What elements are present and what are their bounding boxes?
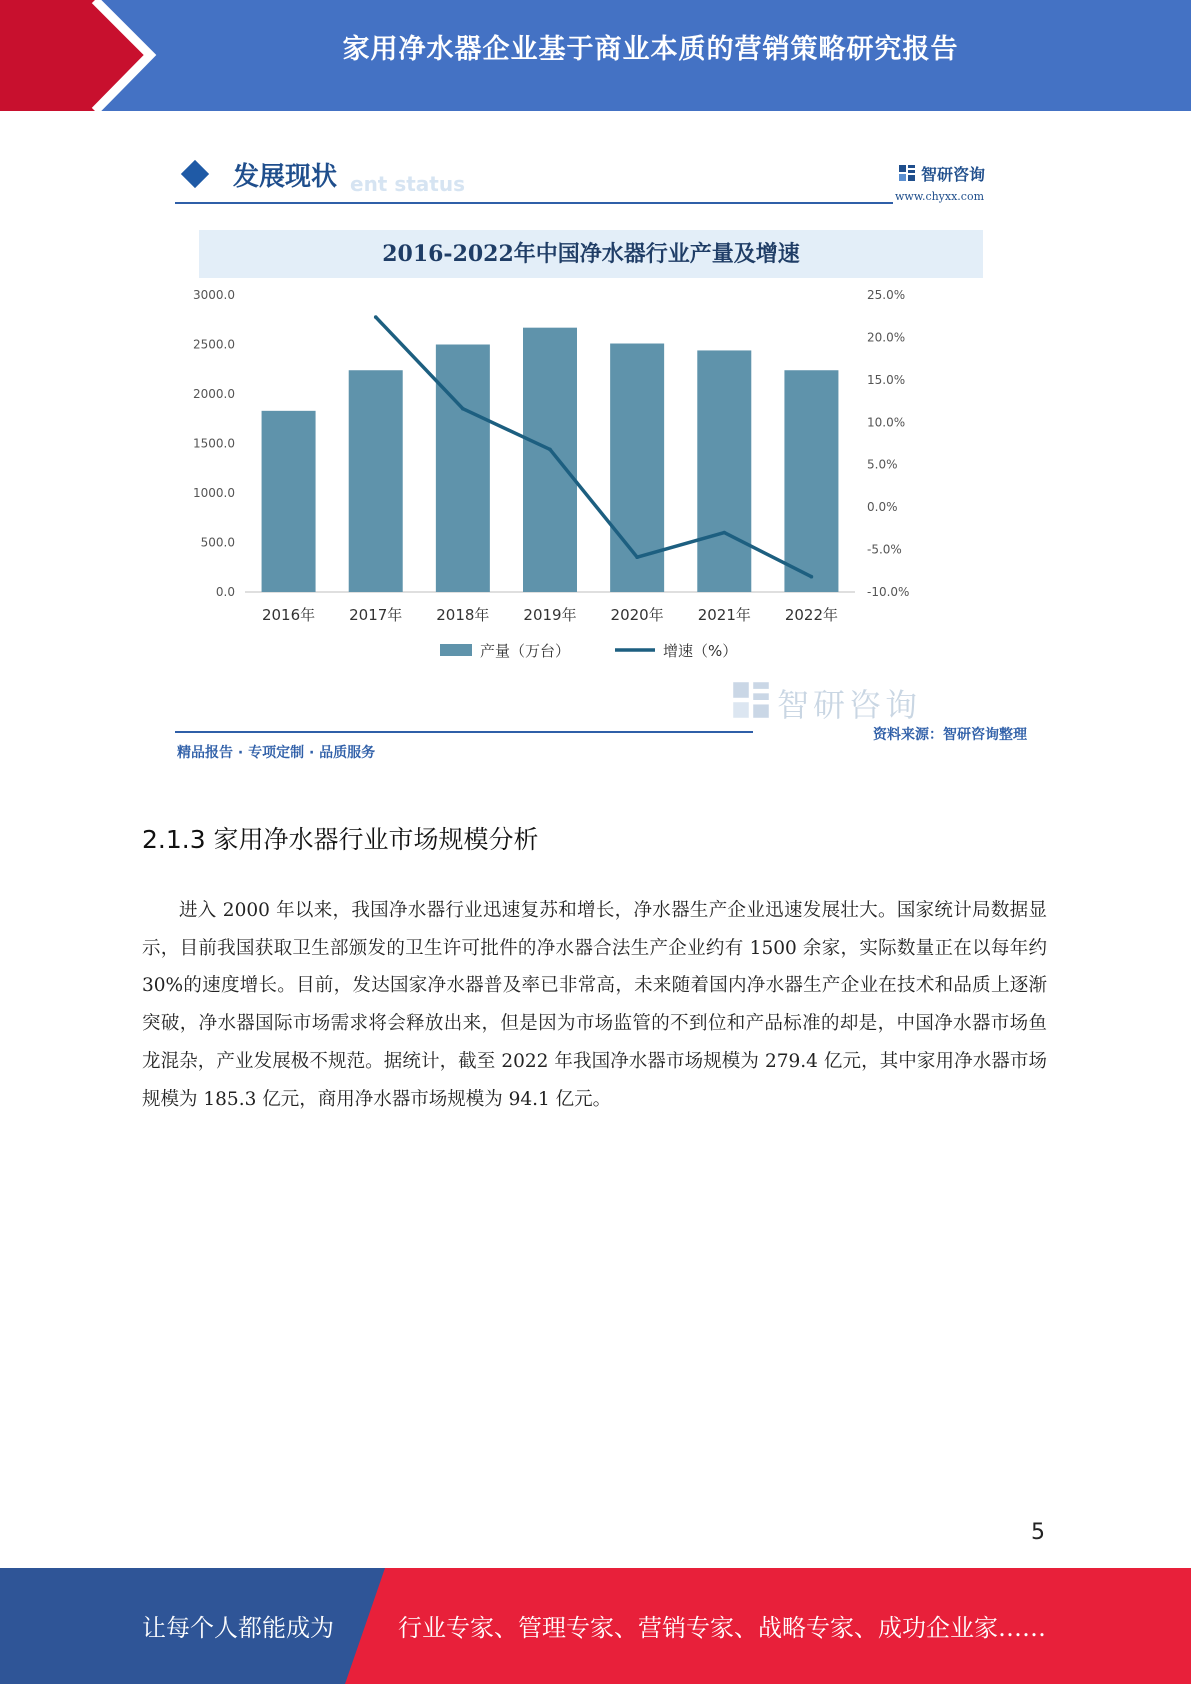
chart-plot (165, 285, 1035, 685)
footer-slogan-right: 行业专家、管理专家、营销专家、战略专家、成功企业家…… (398, 1614, 1046, 1642)
page-header (0, 0, 1191, 111)
data-source: 资料来源：智研咨询整理 (873, 727, 1027, 743)
footer-rule (175, 731, 753, 733)
bar (697, 350, 751, 592)
growth-point (374, 315, 378, 319)
bar (523, 328, 577, 592)
legend-bar-label: 产量（万台） (480, 642, 571, 660)
growth-point (548, 448, 552, 452)
brand-logo-icon (898, 164, 916, 182)
y-left-tick-label: 3000.0 (193, 288, 235, 302)
section-heading: 2.1.3 家用净水器行业市场规模分析 (142, 825, 539, 854)
x-tick-label: 2016年 (261, 606, 316, 624)
y-left-tick-label: 0.0 (215, 585, 235, 599)
growth-point (722, 531, 726, 535)
section-label-background-text: ent status (350, 172, 465, 196)
y-left-tick-label: 2500.0 (193, 337, 235, 352)
y-left-tick-label: 1500.0 (193, 436, 235, 451)
report-title: 家用净水器企业基于商业本质的营销策略研究报告 (342, 34, 959, 65)
x-tick-label: 2017年 (349, 606, 403, 624)
y-left-tick-label: 1000.0 (193, 486, 235, 500)
y-right-tick-label: 20.0% (867, 330, 906, 345)
bar (436, 345, 490, 593)
growth-point (461, 407, 465, 411)
growth-point (810, 575, 814, 579)
body-paragraph: 进入 2000 年以来，我国净水器行业迅速复苏和增长，净水器生产企业迅速发展壮大。国家统计局数据显示，目前我国获取卫生部颁发的卫生许可批件的净水器合法生产企业约有 1500 余家，实际数量正在以每年约 30%的速度增长。目前，发达国家净水器普及率已非常高，未来随着国内净水器生产企业在技术和品质上逐渐突破，净水器国际市场需求将会释放出来，但是因为市场监管的不到位和产品标准的却是，中国净水器市场鱼龙混杂，产业发展极不规范。据统计，截至 2022 年我国净水器市场规模为 279.4 亿元，其中家用净水器市场规模为 185.3 亿元，商用净水器市场规模为 94.1 亿元。 (142, 900, 1047, 1110)
brand-name: 智研咨询 (921, 165, 986, 184)
brand-url: www.chyxx.com (895, 190, 985, 203)
diamond-icon (181, 160, 209, 188)
y-left-tick-label: 2000.0 (193, 387, 235, 401)
x-tick-label: 2020年 (610, 606, 664, 624)
footer-slogan-left: 让每个人都能成为 (142, 1614, 334, 1642)
y-right-tick-label: 15.0% (867, 372, 906, 387)
y-right-tick-label: 25.0% (867, 288, 906, 302)
y-right-tick-label: 10.0% (867, 415, 906, 430)
watermark-logo-icon (731, 680, 771, 720)
chart-title: 2016-2022年中国净水器行业产量及增速 (199, 230, 983, 278)
section-label: 发展现状 (233, 162, 338, 192)
legend-line-label: 增速（%） (663, 642, 738, 660)
chart-figure (165, 150, 1035, 770)
bar (784, 370, 838, 592)
bar (349, 370, 403, 592)
x-tick-label: 2018年 (436, 606, 490, 624)
header-rule (175, 202, 893, 204)
x-tick-label: 2021年 (697, 606, 751, 624)
y-right-tick-label: -10.0% (867, 585, 910, 599)
figure-slogan: 精品报告 · 专项定制 · 品质服务 (177, 745, 376, 761)
x-tick-label: 2022年 (784, 606, 839, 624)
bar (262, 411, 316, 592)
y-right-tick-label: 0.0% (867, 500, 898, 515)
x-tick-label: 2019年 (523, 606, 577, 624)
y-right-tick-label: 5.0% (867, 457, 898, 472)
page-footer (0, 1568, 1191, 1684)
growth-point (635, 555, 639, 559)
page-number: 5 (1031, 1520, 1045, 1545)
legend-bar-swatch (440, 644, 472, 656)
figure-header (165, 150, 1035, 210)
y-right-tick-label: -5.0% (867, 542, 902, 557)
y-left-tick-label: 500.0 (200, 535, 235, 550)
watermark-text: 智研咨询 (777, 686, 922, 724)
